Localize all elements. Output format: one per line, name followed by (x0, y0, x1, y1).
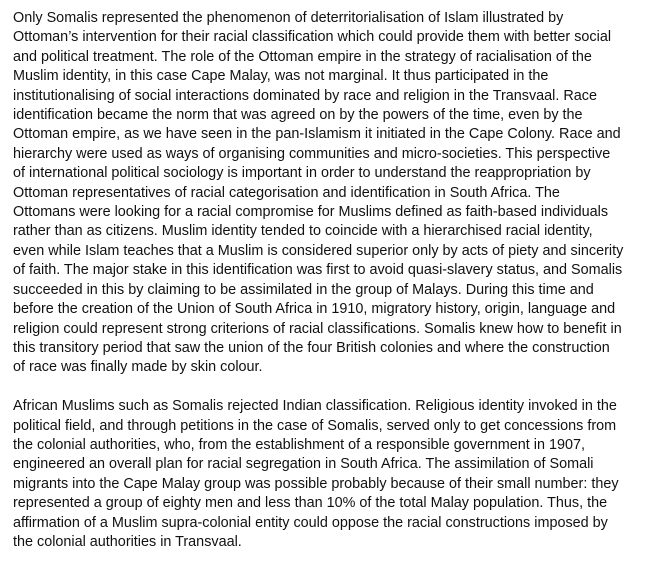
text-line: of international political sociology is important in order to understand the reappropriation by (13, 165, 591, 182)
text-line: migrants into the Cape Malay group was possible probably because of their small number: they (13, 475, 619, 492)
text-line: Ottoman empire, as we have seen in the pan-Islamism it initiated in the Cape Colony. Race and (13, 126, 621, 143)
text-line: Ottomans were looking for a racial compromise for Muslims defined as faith-based individuals (13, 204, 609, 221)
text-line: political field, and through petitions in the case of Somalis, served only to get concessions from (13, 417, 617, 434)
text-line: the colonial authorities in Transvaal. (13, 533, 242, 550)
text-line: represented a group of eighty men and less than 10% of the total Malay population. Thus, the (13, 495, 608, 512)
paragraph (13, 397, 663, 552)
text-line: this transitory period that saw the union of the four British colonies and where the construction (13, 339, 610, 356)
text-line: of race was finally made by skin colour. (13, 359, 263, 376)
text-line: religion could represent strong criterions of racial classifications. Somalis knew how to benefit in (13, 320, 622, 337)
text-line: Muslim identity, in this case Cape Malay, was not marginal. It thus participated in the (13, 68, 549, 85)
text-line: affirmation of a Muslim supra-colonial entity could oppose the racial constructions imposed by (13, 514, 608, 531)
text-line: of faith. The major stake in this identification was first to avoid quasi-slavery status, and Somalis (13, 262, 623, 279)
document-body (13, 9, 663, 572)
text-line: before the creation of the Union of South Africa in 1910, migratory history, origin, language and (13, 301, 616, 318)
text-line: rather than as citizens. Muslim identity tended to coincide with a hierarchised racial identity, (13, 223, 593, 240)
text-line: Ottoman representatives of racial categorisation and identification in South Africa. The (13, 184, 560, 201)
text-line: identification became the norm that was agreed on by the powers of the time, even by the (13, 107, 583, 124)
text-line: hierarchy were used as ways of organising communities and micro-societies. This perspective (13, 145, 611, 162)
text-line: African Muslims such as Somalis rejected Indian classification. Religious identity invoked in the (13, 398, 617, 415)
text-line: institutionalising of social interactions dominated by race and religion in the Transvaal. Race (13, 87, 597, 104)
text-line: even while Islam teaches that a Muslim is considered superior only by acts of piety and sincerity (13, 242, 624, 259)
text-line: Ottoman’s intervention for their racial classification which could provide them with better social (13, 29, 612, 46)
paragraph (13, 9, 663, 378)
text-line: engineered an overall plan for racial segregation in South Africa. The assimilation of Somali (13, 456, 594, 473)
text-line: and political treatment. The role of the Ottoman empire in the strategy of racialisation of the (13, 48, 592, 65)
text-line: Only Somalis represented the phenomenon of deterritorialisation of Islam illustrated by (13, 10, 564, 26)
text-line: succeeded in this by claiming to be assimilated in the group of Malays. During this time and (13, 281, 594, 298)
text-line: the colonial authorities, who, from the establishment of a responsible government in 1907, (13, 436, 585, 453)
